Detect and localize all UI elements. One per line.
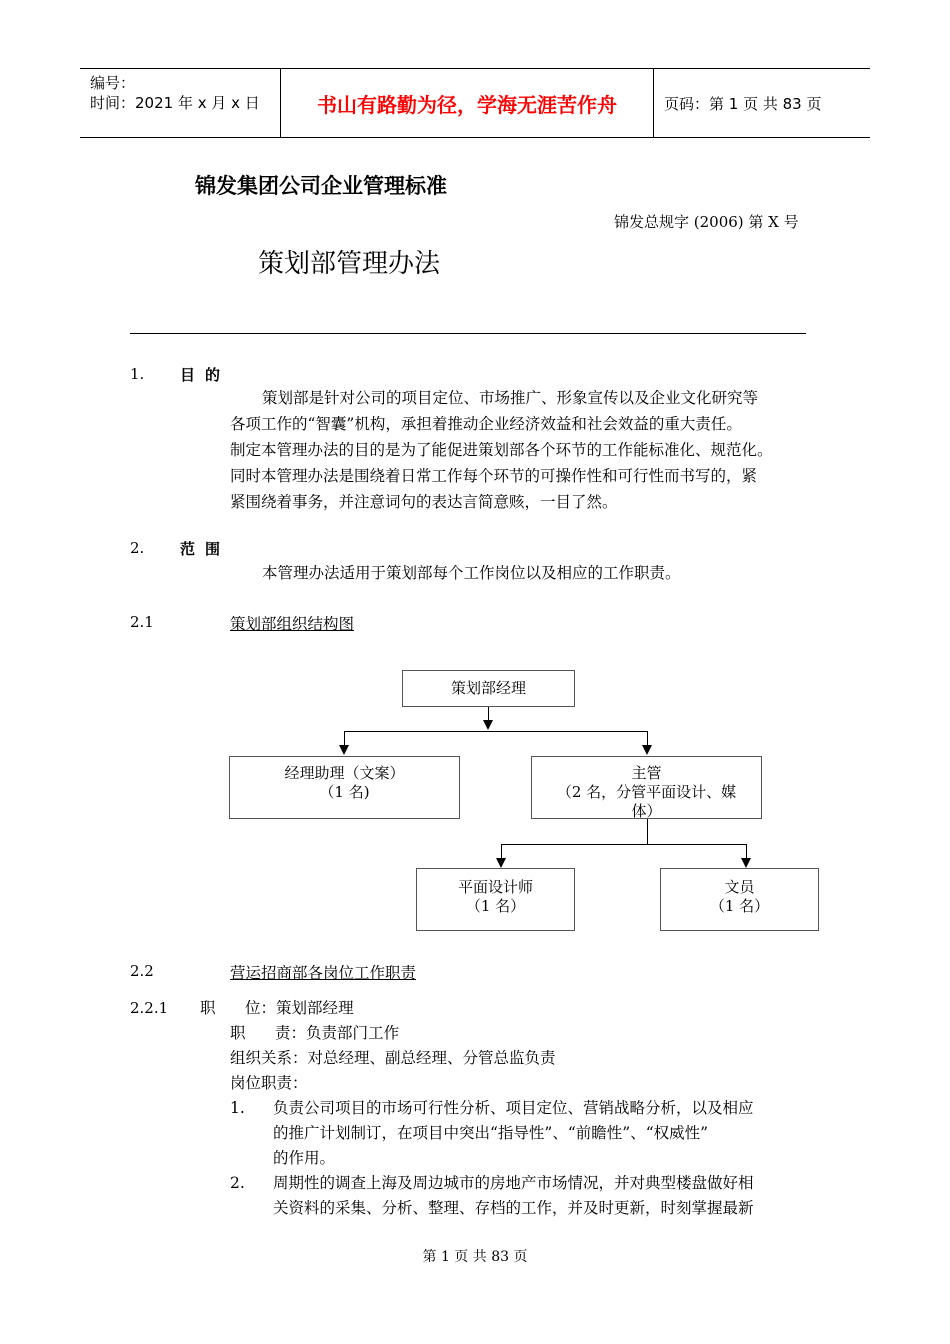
org-connector <box>647 819 648 844</box>
section2-number: 2. <box>130 539 145 557</box>
resp-item-line: 的作用。 <box>273 1149 336 1167</box>
org-arrow <box>496 858 506 868</box>
org-arrow <box>642 745 652 755</box>
section2-text: 本管理办法适用于策划部每个工作岗位以及相应的工作职责。 <box>262 564 681 582</box>
org-arrow <box>483 720 493 730</box>
motto-cell <box>281 69 654 137</box>
responsibility-label: 岗位职责： <box>230 1074 308 1092</box>
resp-item-text <box>273 1096 754 1171</box>
header-meta-cell <box>80 69 281 137</box>
section1-line: 同时本管理办法是围绕着日常工作每个环节的可操作性和可行性而书写的，紧 <box>230 467 758 485</box>
time-label: 时间：2021 年 x 月 x 日 <box>90 94 260 112</box>
section221-number: 2.2.1 <box>130 999 169 1017</box>
section1-number: 1. <box>130 365 145 383</box>
page-code-cell <box>654 69 870 137</box>
org-box-clerk <box>660 868 819 931</box>
section2-title: 范围 <box>180 540 231 558</box>
number-label: 编号： <box>90 74 136 92</box>
main-title: 策划部管理办法 <box>258 249 441 279</box>
org-supervisor-detail-cont: 体） <box>631 802 662 819</box>
resp-item-number: 2. <box>230 1174 245 1192</box>
section1-title: 目的 <box>180 366 231 384</box>
section1-line: 制定本管理办法的目的是为了能促进策划部各个环节的工作能标准化、规范化。 <box>230 441 773 459</box>
org-clerk-count: （1 名） <box>709 897 770 915</box>
section1-line: 紧围绕着事务，并注意词句的表达言简意赅，一目了然。 <box>230 493 618 511</box>
title-divider <box>130 333 806 334</box>
org-connector <box>344 731 648 732</box>
org-box-manager <box>402 670 575 707</box>
section21-title: 策划部组织结构图 <box>230 615 355 633</box>
org-designer-label: 平面设计师 <box>457 878 533 896</box>
resp-item-line: 负责公司项目的市场可行性分析、项目定位、营销战略分析，以及相应 <box>273 1099 754 1117</box>
page-code-text: 页码：第 1 页 共 83 页 <box>664 94 822 113</box>
org-assistant-label: 经理助理（文案） <box>284 764 405 782</box>
org-supervisor-label: 主管 <box>631 764 662 782</box>
resp-item-line: 的推广计划制订，在项目中突出“指导性”、“前瞻性”、“权威性” <box>273 1124 709 1142</box>
org-connector <box>501 844 747 845</box>
org-assistant-count: （1 名) <box>319 783 370 801</box>
org-box-supervisor <box>531 756 762 819</box>
motto-text: 书山有路勤为径，学海无涯苦作舟 <box>317 92 617 117</box>
company-title: 锦发集团公司企业管理标准 <box>195 174 447 198</box>
resp-item-text <box>273 1171 754 1221</box>
resp-item-line: 周期性的调查上海及周边城市的房地产市场情况，并对典型楼盘做好相 <box>273 1174 754 1192</box>
org-arrow <box>741 858 751 868</box>
org-designer-count: （1 名） <box>465 897 526 915</box>
header-table <box>80 68 870 138</box>
org-supervisor-detail: （2 名，分管平面设计、媒 <box>556 783 737 801</box>
org-box-designer <box>416 868 575 931</box>
section22-number: 2.2 <box>130 962 154 980</box>
org-manager-label: 策划部经理 <box>450 679 526 697</box>
section1-line: 各项工作的“智囊”机构，承担着推动企业经济效益和社会效益的重大责任。 <box>230 415 742 433</box>
section21-number: 2.1 <box>130 613 154 631</box>
duty-line: 职 责：负责部门工作 <box>230 1024 400 1042</box>
org-arrow <box>339 745 349 755</box>
doc-number: 锦发总规字 (2006) 第 X 号 <box>614 213 799 231</box>
relation-line: 组织关系：对总经理、副总经理、分管总监负责 <box>230 1049 556 1067</box>
page-footer: 第 1 页 共 83 页 <box>422 1249 528 1265</box>
org-connector <box>746 844 747 858</box>
org-box-assistant <box>229 756 460 819</box>
resp-item-number: 1. <box>230 1099 245 1117</box>
org-connector <box>501 844 502 858</box>
section1-body <box>230 385 773 515</box>
section22-title: 营运招商部各岗位工作职责 <box>230 964 417 982</box>
position-line: 职 位：策划部经理 <box>200 999 354 1017</box>
org-clerk-label: 文员 <box>724 878 755 896</box>
org-connector <box>647 731 648 745</box>
org-connector <box>344 731 345 745</box>
resp-item-line: 关资料的采集、分析、整理、存档的工作，并及时更新，时刻掌握最新 <box>273 1199 754 1217</box>
section1-line: 策划部是针对公司的项目定位、市场推广、形象宣传以及企业文化研究等 <box>262 389 759 407</box>
